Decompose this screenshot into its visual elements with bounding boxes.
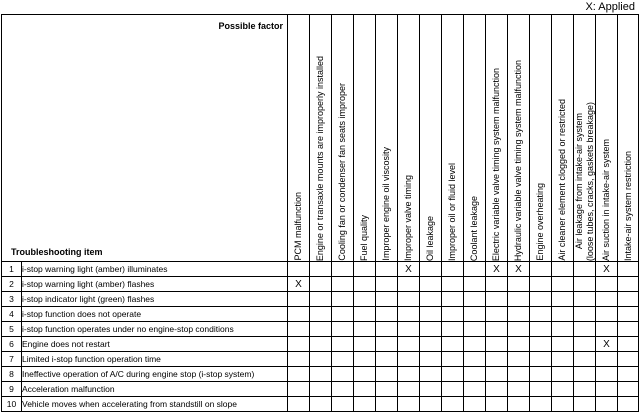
applied-mark-cell [332, 352, 354, 367]
applied-mark-cell [376, 367, 398, 382]
applied-mark-cell: X [288, 277, 310, 292]
applied-mark-cell [398, 322, 420, 337]
applied-mark-cell [442, 352, 464, 367]
applied-mark-cell [464, 397, 486, 412]
row-number: 1 [2, 262, 22, 277]
applied-mark-cell [464, 322, 486, 337]
header-row [2, 15, 639, 262]
applied-mark-cell [420, 352, 442, 367]
applied-mark-cell [332, 397, 354, 412]
applied-mark-cell [618, 352, 639, 367]
factor-column-header [618, 15, 639, 262]
applied-mark-cell [552, 307, 574, 322]
table-row [2, 397, 639, 412]
legend: X: Applied [585, 1, 635, 13]
applied-mark-cell [420, 382, 442, 397]
table-row [2, 262, 639, 277]
applied-mark-cell [530, 322, 552, 337]
factor-column-header [574, 15, 596, 262]
applied-mark-cell [398, 397, 420, 412]
applied-mark-cell [420, 292, 442, 307]
row-number: 6 [2, 337, 22, 352]
factor-column-header [530, 15, 552, 262]
applied-mark-cell [618, 337, 639, 352]
applied-mark-cell [464, 367, 486, 382]
applied-mark-cell [486, 277, 508, 292]
applied-mark-cell [486, 307, 508, 322]
applied-mark-cell [398, 277, 420, 292]
troubleshooting-item-label: Troubleshooting item [11, 247, 103, 257]
applied-mark-cell [508, 292, 530, 307]
troubleshooting-item: Engine does not restart [22, 337, 288, 352]
applied-mark-cell [486, 337, 508, 352]
applied-mark-cell [464, 352, 486, 367]
applied-mark-cell [618, 307, 639, 322]
applied-mark-cell [376, 292, 398, 307]
applied-mark-cell: X [398, 262, 420, 277]
applied-mark-cell [574, 277, 596, 292]
applied-mark-cell [596, 322, 618, 337]
applied-mark-cell [354, 277, 376, 292]
applied-mark-cell [508, 397, 530, 412]
factor-column-header [398, 15, 420, 262]
applied-mark-cell: X [596, 262, 618, 277]
applied-mark-cell [464, 292, 486, 307]
factor-label: Air cleaner element clogged or restricted [557, 99, 567, 261]
applied-mark-cell [310, 307, 332, 322]
applied-mark-cell [530, 307, 552, 322]
table-row [2, 367, 639, 382]
applied-mark-cell [486, 367, 508, 382]
header-corner [2, 15, 288, 262]
applied-mark-cell [288, 397, 310, 412]
applied-mark-cell [332, 262, 354, 277]
applied-mark-cell [442, 337, 464, 352]
applied-mark-cell [442, 292, 464, 307]
factor-label: Air suction in intake-air system [601, 138, 611, 261]
troubleshooting-item: i-stop warning light (amber) illuminates [22, 262, 288, 277]
factor-label: Improper engine oil viscosity [381, 147, 391, 261]
troubleshooting-item: i-stop function does not operate [22, 307, 288, 322]
table-row [2, 382, 639, 397]
factor-column-header [332, 15, 354, 262]
applied-mark-cell [354, 292, 376, 307]
applied-mark-cell [420, 277, 442, 292]
applied-mark-cell [508, 337, 530, 352]
table-row [2, 337, 639, 352]
factor-column-header [596, 15, 618, 262]
table-row [2, 307, 639, 322]
applied-mark-cell [574, 367, 596, 382]
applied-mark-cell [574, 262, 596, 277]
factor-label: Fuel quality [359, 214, 369, 261]
applied-mark-cell [552, 292, 574, 307]
applied-mark-cell [552, 352, 574, 367]
factor-column-header [486, 15, 508, 262]
applied-mark-cell [574, 292, 596, 307]
applied-mark-cell [574, 397, 596, 412]
applied-mark-cell [288, 292, 310, 307]
applied-mark-cell [354, 397, 376, 412]
row-number: 10 [2, 397, 22, 412]
applied-mark-cell [398, 382, 420, 397]
table-row [2, 292, 639, 307]
factor-column-header [552, 15, 574, 262]
applied-mark-cell [376, 277, 398, 292]
applied-mark-cell [574, 322, 596, 337]
applied-mark-cell [288, 337, 310, 352]
applied-mark-cell [508, 322, 530, 337]
applied-mark-cell [420, 322, 442, 337]
applied-mark-cell [310, 262, 332, 277]
applied-mark-cell [310, 352, 332, 367]
applied-mark-cell [596, 367, 618, 382]
troubleshooting-item: Vehicle moves when accelerating from standstill on slope [22, 397, 288, 412]
row-number: 3 [2, 292, 22, 307]
factor-column-header [442, 15, 464, 262]
table-row [2, 277, 639, 292]
applied-mark-cell [310, 322, 332, 337]
applied-mark-cell [530, 382, 552, 397]
applied-mark-cell [288, 262, 310, 277]
factor-label: Air leakage from intake-air system (loose tubes, cracks, gaskets breakage) [573, 101, 595, 261]
applied-mark-cell [508, 277, 530, 292]
factor-label: Intake-air system restriction [622, 150, 633, 261]
factor-label: Cooling fan or condenser fan seats improper [337, 83, 347, 261]
applied-mark-cell [530, 262, 552, 277]
row-number: 7 [2, 352, 22, 367]
applied-mark-cell [398, 337, 420, 352]
applied-mark-cell [486, 292, 508, 307]
applied-mark-cell [574, 382, 596, 397]
applied-mark-cell [310, 382, 332, 397]
applied-mark-cell [288, 367, 310, 382]
troubleshooting-item: i-stop indicator light (green) flashes [22, 292, 288, 307]
applied-mark-cell [508, 307, 530, 322]
applied-mark-cell [332, 307, 354, 322]
row-number: 5 [2, 322, 22, 337]
applied-mark-cell [332, 277, 354, 292]
troubleshooting-item: Limited i-stop function operation time [22, 352, 288, 367]
applied-mark-cell [486, 322, 508, 337]
factor-label: Improper valve timing [403, 174, 413, 261]
row-number: 8 [2, 367, 22, 382]
applied-mark-cell [420, 262, 442, 277]
table-row [2, 322, 639, 337]
applied-mark-cell [618, 367, 639, 382]
applied-mark-cell [354, 352, 376, 367]
applied-mark-cell [354, 262, 376, 277]
applied-mark-cell [420, 367, 442, 382]
factor-label: Improper oil or fluid level [447, 162, 457, 261]
applied-mark-cell [530, 277, 552, 292]
applied-mark-cell [288, 382, 310, 397]
applied-mark-cell [464, 277, 486, 292]
applied-mark-cell [552, 322, 574, 337]
applied-mark-cell [508, 382, 530, 397]
applied-mark-cell [442, 307, 464, 322]
applied-mark-cell [552, 337, 574, 352]
troubleshooting-item: i-stop warning light (amber) flashes [22, 277, 288, 292]
applied-mark-cell [596, 382, 618, 397]
factor-label: Engine overheating [535, 183, 545, 261]
applied-mark-cell [596, 292, 618, 307]
applied-mark-cell [530, 292, 552, 307]
applied-mark-cell [530, 337, 552, 352]
applied-mark-cell [376, 382, 398, 397]
applied-mark-cell [398, 352, 420, 367]
factor-column-header [354, 15, 376, 262]
applied-mark-cell [574, 352, 596, 367]
applied-mark-cell [508, 352, 530, 367]
factor-label: Electric variable valve timing system malfunction [491, 67, 501, 261]
applied-mark-cell [310, 277, 332, 292]
applied-mark-cell [530, 397, 552, 412]
applied-mark-cell [354, 367, 376, 382]
applied-mark-cell [552, 262, 574, 277]
applied-mark-cell [618, 277, 639, 292]
troubleshooting-item: Acceleration malfunction [22, 382, 288, 397]
applied-mark-cell [354, 337, 376, 352]
applied-mark-cell [332, 292, 354, 307]
applied-mark-cell [530, 352, 552, 367]
possible-factor-label: Possible factor [218, 21, 283, 31]
applied-mark-cell [574, 307, 596, 322]
applied-mark-cell [442, 367, 464, 382]
row-number: 4 [2, 307, 22, 322]
applied-mark-cell [420, 397, 442, 412]
applied-mark-cell [596, 307, 618, 322]
applied-mark-cell [332, 322, 354, 337]
factor-label: PCM malfunction [293, 192, 303, 261]
row-number: 9 [2, 382, 22, 397]
applied-mark-cell [464, 307, 486, 322]
applied-mark-cell [574, 337, 596, 352]
applied-mark-cell [618, 322, 639, 337]
row-number: 2 [2, 277, 22, 292]
applied-mark-cell [596, 397, 618, 412]
applied-mark-cell [442, 277, 464, 292]
applied-mark-cell [288, 307, 310, 322]
applied-mark-cell [552, 397, 574, 412]
applied-mark-cell [618, 397, 639, 412]
applied-mark-cell [420, 337, 442, 352]
applied-mark-cell [332, 382, 354, 397]
applied-mark-cell [398, 292, 420, 307]
applied-mark-cell: X [508, 262, 530, 277]
applied-mark-cell [442, 322, 464, 337]
factor-column-header [464, 15, 486, 262]
factor-label: Oil leakage [425, 215, 435, 261]
applied-mark-cell [354, 382, 376, 397]
applied-mark-cell [310, 367, 332, 382]
applied-mark-cell [596, 352, 618, 367]
factor-column-header [288, 15, 310, 262]
applied-mark-cell [442, 397, 464, 412]
applied-mark-cell [376, 337, 398, 352]
applied-mark-cell: X [486, 262, 508, 277]
applied-mark-cell [354, 307, 376, 322]
factor-column-header [310, 15, 332, 262]
applied-mark-cell [376, 397, 398, 412]
applied-mark-cell [552, 367, 574, 382]
applied-mark-cell [530, 367, 552, 382]
applied-mark-cell [288, 322, 310, 337]
applied-mark-cell [486, 397, 508, 412]
applied-mark-cell [310, 337, 332, 352]
applied-mark-cell [376, 322, 398, 337]
applied-mark-cell [464, 337, 486, 352]
factor-column-header [420, 15, 442, 262]
applied-mark-cell [376, 307, 398, 322]
applied-mark-cell [552, 277, 574, 292]
applied-mark-cell [618, 262, 639, 277]
factor-column-header [508, 15, 530, 262]
applied-mark-cell [508, 367, 530, 382]
applied-mark-cell [486, 382, 508, 397]
applied-mark-cell [618, 382, 639, 397]
factor-label: Engine or transaxle mounts are improperly installed [315, 55, 325, 261]
applied-mark-cell [376, 352, 398, 367]
applied-mark-cell [376, 262, 398, 277]
factor-label: Hydraulic variable valve timing system malfunction [513, 59, 523, 261]
applied-mark-cell: X [596, 337, 618, 352]
applied-mark-cell [310, 292, 332, 307]
applied-mark-cell [420, 307, 442, 322]
factor-column-header [376, 15, 398, 262]
applied-mark-cell [398, 367, 420, 382]
table-row [2, 352, 639, 367]
troubleshooting-item: i-stop function operates under no engine-stop conditions [22, 322, 288, 337]
matrix-body [2, 262, 639, 412]
troubleshooting-item: Ineffective operation of A/C during engine stop (i-stop system) [22, 367, 288, 382]
applied-mark-cell [310, 397, 332, 412]
factor-label: Coolant leakage [469, 195, 479, 261]
applied-mark-cell [464, 382, 486, 397]
troubleshooting-matrix [1, 14, 639, 412]
applied-mark-cell [354, 322, 376, 337]
applied-mark-cell [332, 367, 354, 382]
applied-mark-cell [464, 262, 486, 277]
applied-mark-cell [618, 292, 639, 307]
applied-mark-cell [552, 382, 574, 397]
applied-mark-cell [288, 352, 310, 367]
applied-mark-cell [332, 337, 354, 352]
applied-mark-cell [486, 352, 508, 367]
applied-mark-cell [442, 382, 464, 397]
applied-mark-cell [442, 262, 464, 277]
applied-mark-cell [596, 277, 618, 292]
applied-mark-cell [398, 307, 420, 322]
